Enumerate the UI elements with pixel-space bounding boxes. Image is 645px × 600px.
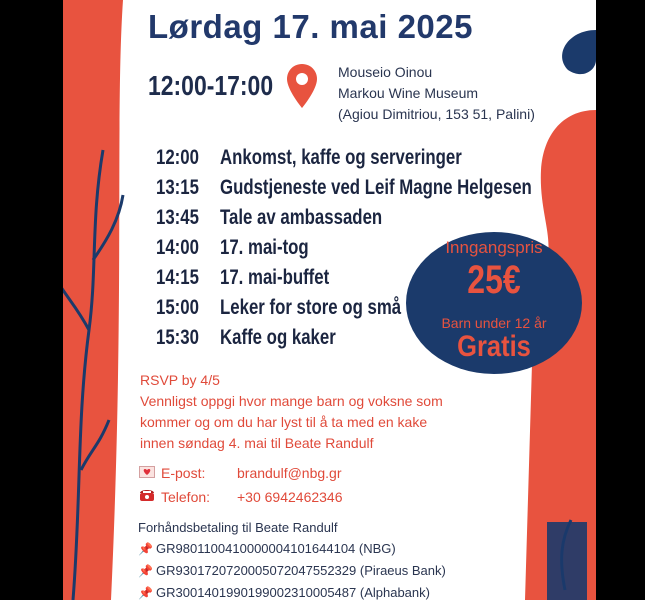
venue-name: Mouseio Oinou xyxy=(338,64,433,80)
venue-address: (Agiou Dimitriou, 153 51, Palini) xyxy=(338,106,535,122)
envelope-heart-icon xyxy=(138,463,156,486)
payment-heading: Forhåndsbetaling til Beate Randulf xyxy=(138,520,338,535)
schedule-activity: Tale av ambassaden xyxy=(220,206,383,229)
phone-value[interactable]: +30 6942462346 xyxy=(237,489,343,505)
right-navy-leaf xyxy=(562,30,596,74)
poster xyxy=(63,0,596,600)
account-row xyxy=(138,560,446,582)
rsvp-text xyxy=(140,370,443,454)
schedule-time: 14:00 xyxy=(156,236,199,259)
rsvp-deadline: RSVP by 4/5 xyxy=(140,372,220,388)
venue xyxy=(338,62,535,125)
schedule-row xyxy=(156,236,309,260)
schedule-activity: Kaffe og kaker xyxy=(220,326,336,349)
schedule-activity: Ankomst, kaffe og serveringer xyxy=(220,146,462,169)
email-row xyxy=(138,462,343,486)
schedule-row xyxy=(156,296,401,320)
schedule-activity: Gudstjeneste ved Leif Magne Helgesen xyxy=(220,176,532,199)
schedule-time: 15:00 xyxy=(156,296,199,319)
schedule-row xyxy=(156,206,382,230)
pushpin-icon: 📌 xyxy=(138,542,153,556)
phone-row xyxy=(138,486,343,510)
phone-label: Telefon: xyxy=(161,489,211,505)
children-price: Gratis xyxy=(457,330,531,363)
account-row xyxy=(138,538,446,560)
account-row xyxy=(138,582,446,600)
email-label: E-post: xyxy=(161,465,206,481)
admission-price: 25€ xyxy=(467,258,521,302)
schedule-time: 12:00 xyxy=(156,146,199,169)
schedule-time: 14:15 xyxy=(156,266,199,289)
telephone-icon xyxy=(138,487,156,510)
contact-info xyxy=(138,462,343,510)
account-number: GR9301720720005072047552329 (Piraeus Bank) xyxy=(156,563,446,578)
schedule-row xyxy=(156,326,336,350)
rsvp-line: Vennligst oppgi hvor mange barn og voksne som xyxy=(140,393,443,409)
schedule-activity: Leker for store og små xyxy=(220,296,402,319)
location-pin-icon xyxy=(285,62,319,110)
rsvp-line: kommer og om du har lyst til å ta med en kake xyxy=(140,414,428,430)
schedule-time: 15:30 xyxy=(156,326,199,349)
pushpin-icon: 📌 xyxy=(138,586,153,600)
admission-label: Inngangspris xyxy=(445,238,543,257)
account-number: GR3001401990199002310005487 (Alphabank) xyxy=(156,585,430,600)
event-title: Lørdag 17. mai 2025 xyxy=(148,8,473,45)
rsvp-line: innen søndag 4. mai til Beate Randulf xyxy=(140,435,374,451)
admission-badge xyxy=(406,232,582,374)
schedule-row xyxy=(156,176,532,200)
children-label: Barn under 12 år xyxy=(441,315,547,331)
venue-english-name: Markou Wine Museum xyxy=(338,85,479,101)
right-navy-block xyxy=(547,522,587,600)
schedule-time: 13:15 xyxy=(156,176,199,199)
pushpin-icon: 📌 xyxy=(138,564,153,578)
schedule-time: 13:45 xyxy=(156,206,199,229)
email-value[interactable]: brandulf@nbg.gr xyxy=(237,465,342,481)
schedule-activity: 17. mai-buffet xyxy=(220,266,330,289)
schedule-row xyxy=(156,146,462,170)
account-number: GR9801100410000004101644104 (NBG) xyxy=(156,541,396,556)
schedule-activity: 17. mai-tog xyxy=(220,236,309,259)
payment-info xyxy=(138,517,446,600)
event-time-range: 12:00-17:00 xyxy=(148,70,274,101)
schedule-row xyxy=(156,266,329,290)
